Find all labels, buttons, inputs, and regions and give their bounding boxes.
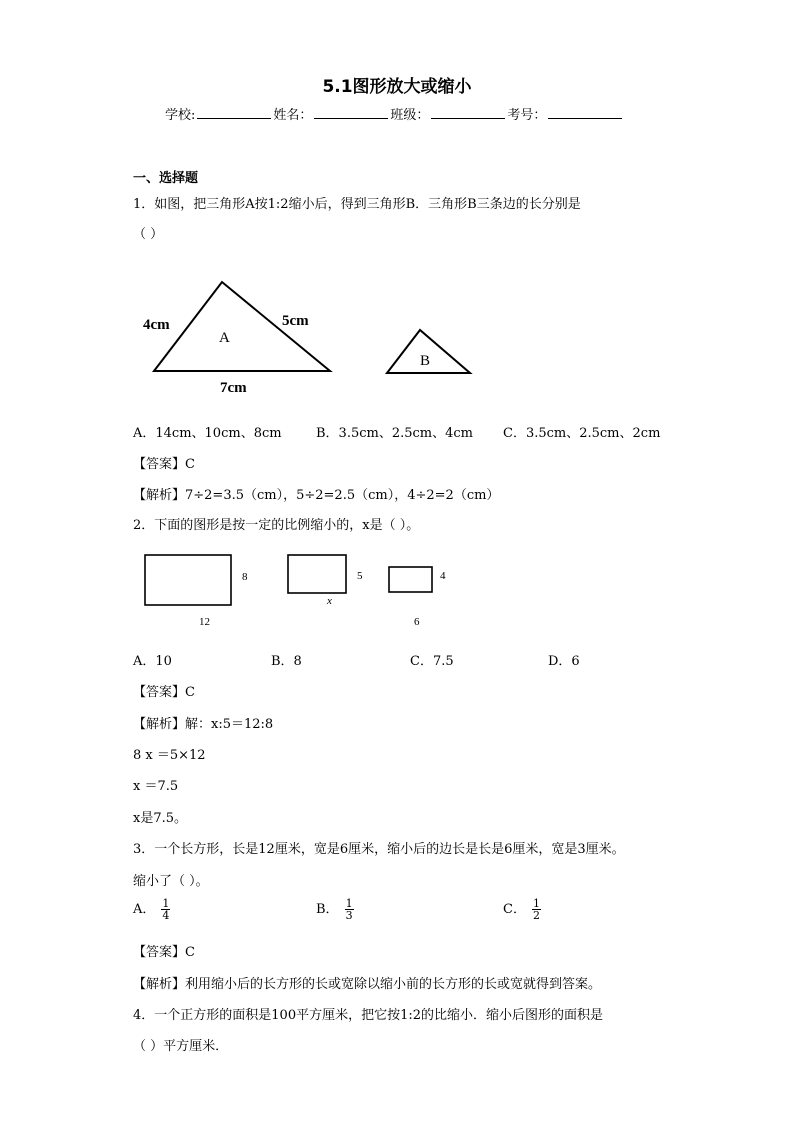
rect-small-side-label: 4	[440, 570, 446, 582]
section-heading: 一、选择题	[133, 171, 199, 186]
q2-analysis-line-3: x ＝7.5	[133, 779, 179, 794]
q2-stem: 2．下面的图形是按一定的比例缩小的，x是（ ）。	[133, 518, 420, 533]
q2-answer: 【答案】C	[133, 685, 195, 700]
rect-large-bottom-label: 12	[199, 616, 210, 628]
number-blank	[548, 106, 622, 119]
fraction-denominator: 2	[532, 909, 540, 922]
q1-stem: 1．如图，把三角形A按1:2缩小后，得到三角形B．三角形B三条边的长分别是	[133, 197, 581, 212]
q3-stem-line-2: 缩小了（ ）。	[133, 874, 209, 889]
q2-option-d: D．6	[548, 654, 580, 669]
q2-option-b: B．8	[271, 654, 302, 669]
q2-analysis-line-4: x是7.5。	[133, 811, 188, 826]
triangle-a-right-side-label: 5cm	[282, 313, 309, 329]
q3-option-b	[316, 898, 354, 921]
q3-stem: 3．一个长方形，长是12厘米，宽是6厘米，缩小后的边长是长是6厘米，宽是3厘米。	[133, 842, 625, 857]
triangle-a-left-side-label: 4cm	[143, 317, 170, 333]
rect-large-side-label: 8	[242, 571, 248, 583]
triangle-b-label: B	[420, 353, 431, 369]
fraction-numerator: 1	[162, 897, 170, 910]
q3-option-a-label: A．	[133, 902, 156, 917]
q1-option-a: A．14cm、10cm、8cm	[133, 426, 282, 441]
triangle-a-label: A	[219, 330, 230, 346]
q1-analysis: 【解析】7÷2=3.5（cm），5÷2=2.5（cm），4÷2=2（cm）	[133, 488, 500, 503]
fraction-denominator: 4	[162, 909, 170, 922]
number-label: 考号：	[507, 108, 547, 123]
q1-answer: 【答案】C	[133, 457, 195, 472]
student-info-line	[165, 104, 624, 123]
q1-paren: （ ）	[133, 227, 164, 242]
q2-analysis-line-1: 【解析】解：x:5＝12:8	[133, 717, 274, 732]
fraction-numerator: 1	[345, 897, 353, 910]
q1-option-c: C．3.5cm、2.5cm、2cm	[503, 426, 661, 441]
name-blank	[314, 106, 388, 119]
q2-option-c: C．7.5	[410, 654, 454, 669]
page-title: 5.1图形放大或缩小	[322, 77, 472, 97]
q3-option-c-fraction	[532, 898, 541, 921]
q4-stem-line-2: （ ）平方厘米．	[133, 1039, 229, 1054]
q2-rectangles-figure	[135, 548, 465, 633]
q1-triangle-figure	[130, 270, 490, 400]
q4-stem: 4．一个正方形的面积是100平方厘米，把它按1:2的比缩小．缩小后图形的面积是	[133, 1008, 604, 1023]
q2-option-a: A．10	[133, 654, 172, 669]
name-label: 姓名：	[273, 108, 313, 123]
rect-small	[389, 567, 432, 592]
rect-medium-bottom-label: x	[327, 595, 332, 607]
school-label: 学校:	[165, 108, 196, 123]
class-label: 班级：	[390, 108, 430, 123]
q3-option-b-label: B．	[316, 902, 339, 917]
rect-medium	[288, 555, 346, 593]
q1-option-b: B．3.5cm、2.5cm、4cm	[316, 426, 473, 441]
fraction-denominator: 3	[345, 909, 353, 922]
rect-large	[145, 555, 231, 605]
q3-answer: 【答案】C	[133, 945, 195, 960]
q3-option-c-label: C．	[503, 902, 526, 917]
fraction-numerator: 1	[532, 897, 540, 910]
q3-analysis: 【解析】利用缩小后的长方形的长或宽除以缩小前的长方形的长或宽就得到答案。	[133, 977, 602, 992]
q3-option-c	[503, 898, 541, 921]
triangle-a-bottom-side-label: 7cm	[220, 380, 247, 396]
q2-analysis-line-2: 8 x ＝5×12	[133, 748, 206, 763]
rect-medium-side-label: 5	[357, 570, 363, 582]
rect-small-bottom-label: 6	[414, 616, 420, 628]
q3-option-a	[133, 898, 170, 921]
school-blank	[197, 106, 271, 119]
q3-option-b-fraction	[345, 898, 354, 921]
class-blank	[431, 106, 505, 119]
q3-option-a-fraction	[161, 898, 170, 921]
